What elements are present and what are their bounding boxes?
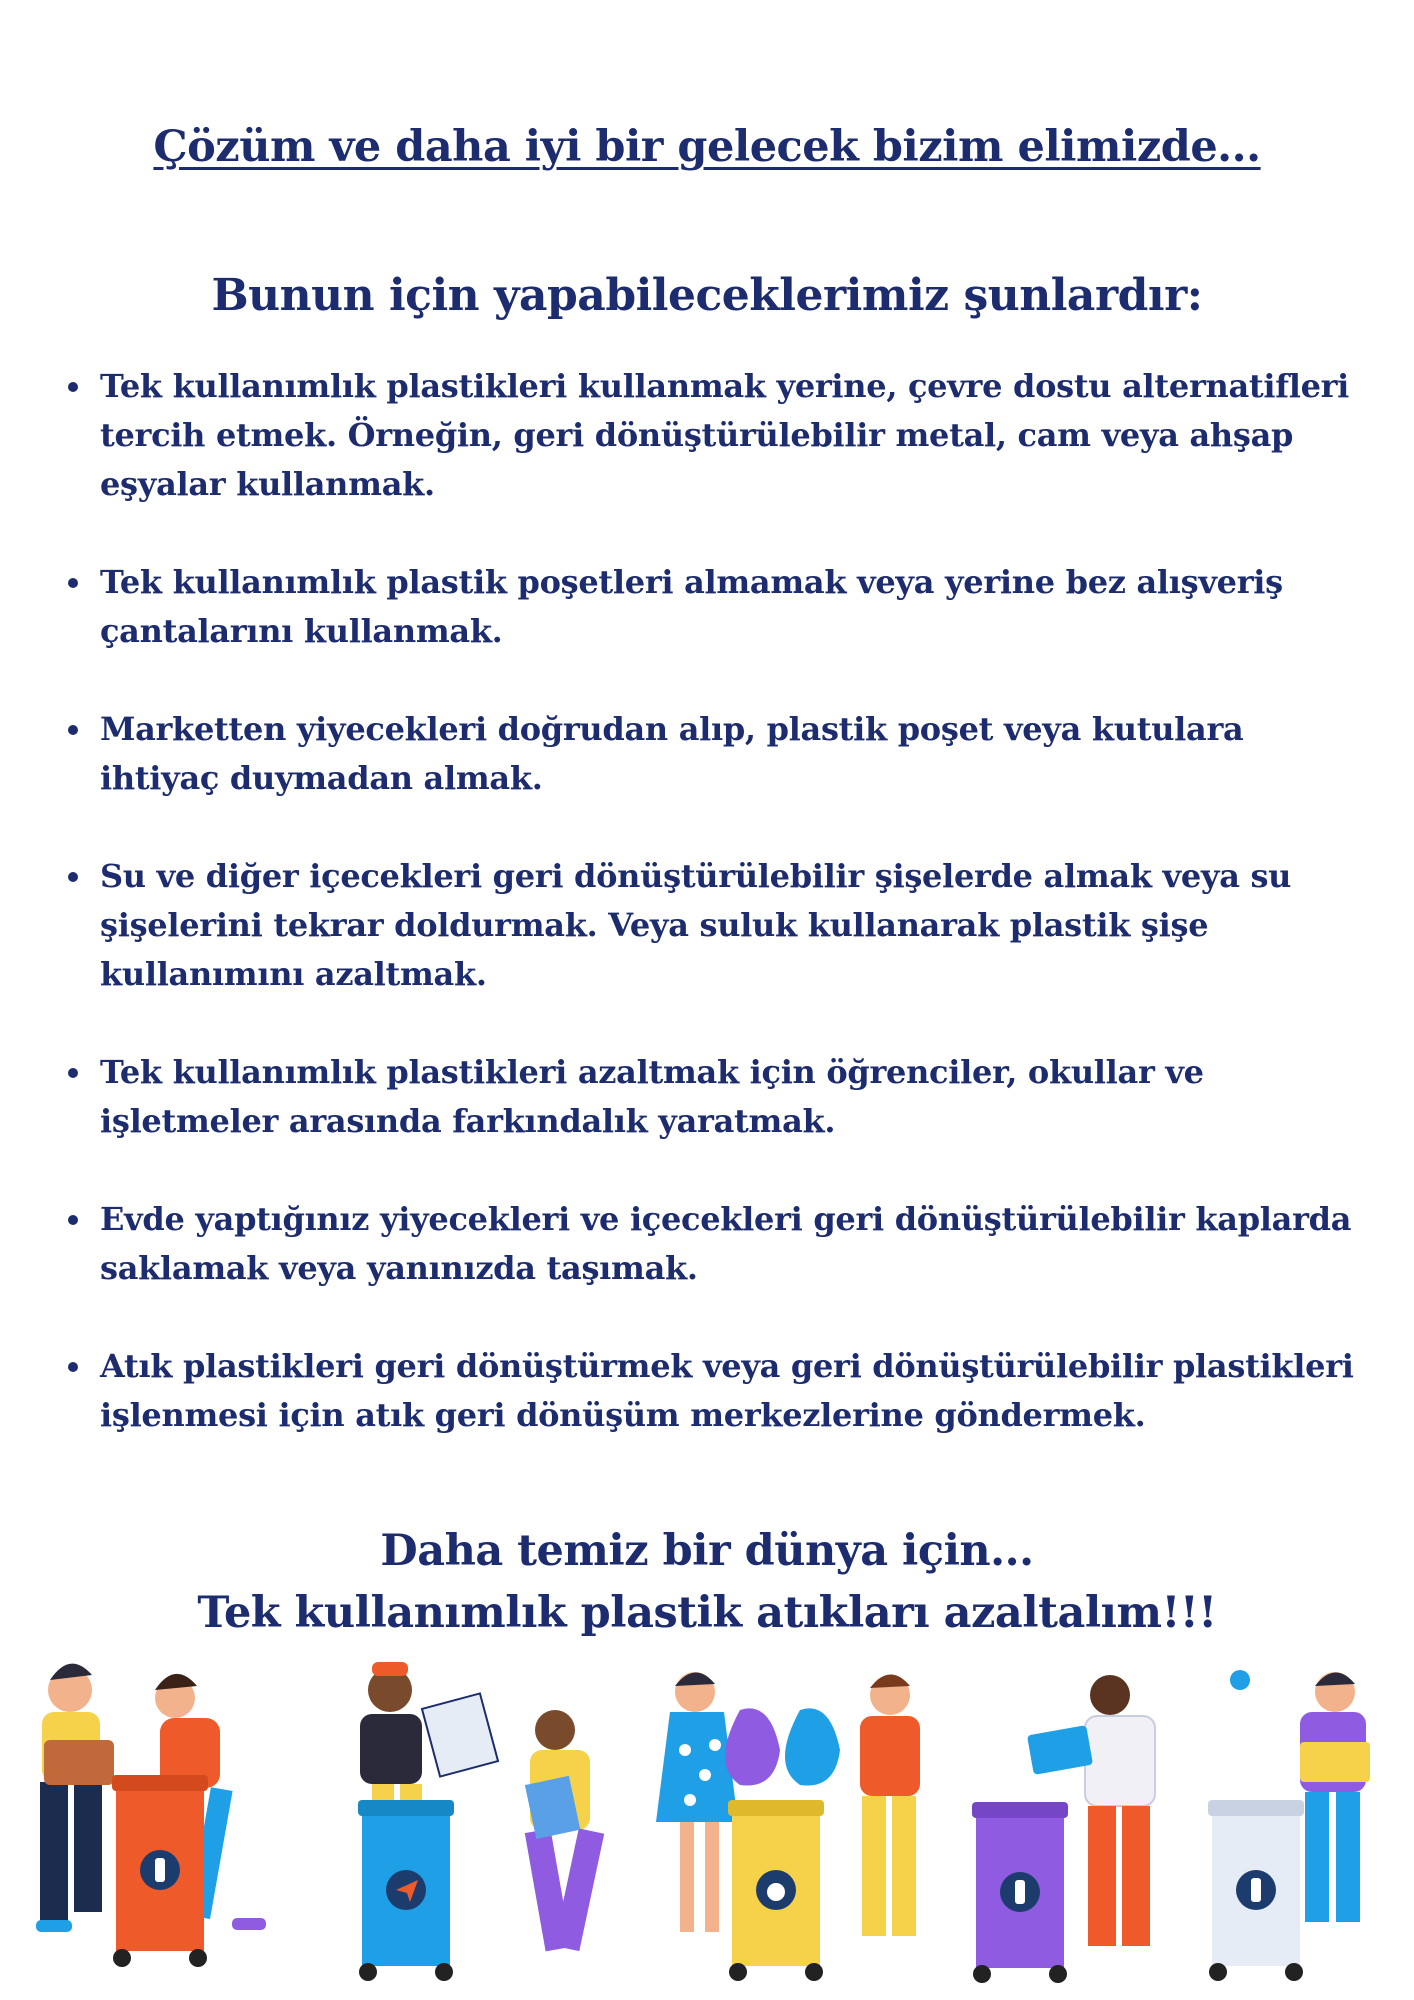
closing-line-1: Daha temiz bir dünya için... bbox=[380, 1526, 1034, 1576]
purple-bin bbox=[972, 1802, 1068, 1983]
tip-item: Marketten yiyecekleri doğrudan alıp, plastik poşet veya kutulara ihtiyaç duymadan almak. bbox=[64, 705, 1364, 803]
closing-line-2: Tek kullanımlık plastik atıkları azaltalım!!! bbox=[197, 1588, 1217, 1638]
apple-icon bbox=[767, 1883, 785, 1901]
closing-slogan bbox=[0, 1520, 1414, 1644]
bottle-icon bbox=[1251, 1878, 1261, 1902]
tip-item: Su ve diğer içecekleri geri dönüştürülebilir şişelerde almak veya su şişelerini tekrar doldurmak. Veya suluk kullanarak plastik şişe kullanımını azaltmak. bbox=[64, 852, 1364, 999]
section-subtitle: Bunun için yapabileceklerimiz şunlardır: bbox=[211, 270, 1203, 321]
tip-item: Atık plastikleri geri dönüştürmek veya geri dönüştürülebilir plastikleri işlenmesi için atık geri dönüşüm merkezlerine göndermek. bbox=[64, 1342, 1364, 1440]
orange-bin bbox=[112, 1775, 208, 1967]
blue-bin bbox=[358, 1800, 454, 1981]
tip-item: Tek kullanımlık plastikleri kullanmak yerine, çevre dostu alternatifleri tercih etmek. Örneğin, geri dönüştürülebilir metal, cam veya ahşap eşyalar kullanmak. bbox=[64, 362, 1364, 509]
bottle-icon bbox=[1015, 1880, 1025, 1904]
page-title: Çözüm ve daha iyi bir gelecek bizim elimizde... bbox=[153, 122, 1261, 172]
tips-list bbox=[64, 362, 1364, 1489]
tip-item: Tek kullanımlık plastikleri azaltmak için öğrenciler, okullar ve işletmeler arasında farkındalık yaratmak. bbox=[64, 1048, 1364, 1146]
yellow-bin bbox=[728, 1800, 824, 1981]
tip-item: Tek kullanımlık plastik poşetleri almamak veya yerine bez alışveriş çantalarını kullanmak. bbox=[64, 558, 1364, 656]
recycling-people-illustration bbox=[0, 1650, 1414, 2000]
tip-item: Evde yaptığınız yiyecekleri ve içecekleri geri dönüştürülebilir kaplarda saklamak veya yanınızda taşımak. bbox=[64, 1195, 1364, 1293]
white-bin bbox=[1208, 1800, 1304, 1981]
bottle-icon bbox=[155, 1858, 165, 1882]
